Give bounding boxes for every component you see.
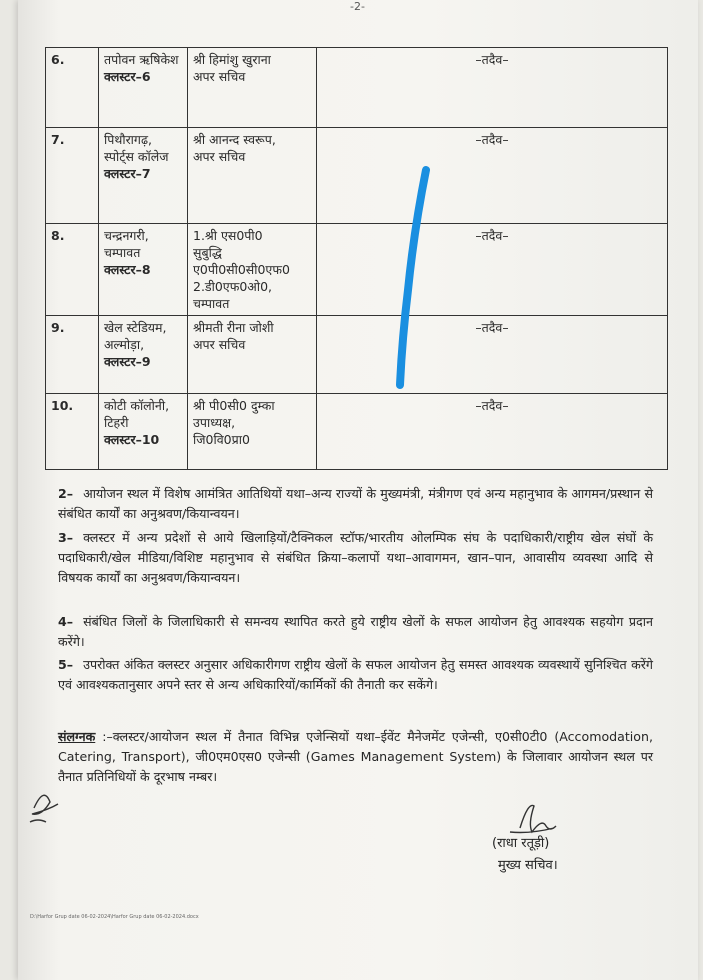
row-number: 9.: [46, 316, 99, 394]
location-name: खेल स्टेडियम, अल्मोड़ा,: [104, 320, 167, 352]
initial-scribble: [30, 795, 58, 822]
paragraph-number: 5–: [58, 657, 74, 672]
row-remark: –तदैव–: [317, 394, 668, 470]
row-officer: श्रीमती रीना जोशी अपर सचिव: [188, 316, 317, 394]
row-remark: –तदैव–: [317, 48, 668, 128]
paragraph-number: 4–: [58, 614, 74, 629]
file-path-footer: D:\Harfor Grup date 06-02-2024\Harfor Grup date 06-02-2024.docx: [30, 914, 199, 920]
cluster-label: क्लस्टर–8: [104, 262, 151, 277]
signatory-name: (राधा रतूड़ी): [492, 836, 550, 851]
paragraph-text: उपरोक्त अंकित क्लस्टर अनुसार अधिकारीगण राष्ट्रीय खेलों के सफल आयोजन हेतु समस्त आवश्यक व्यवस्थायें सुनिश्चित करेंगे एवं आवश्यकतानुसार अपने स्तर से अन्य अधिकारियों/कार्मिकों की तैनाती कर सकेंगे।: [58, 657, 653, 692]
row-number: 7.: [46, 128, 99, 224]
attachment-label: संलग्नक: [58, 729, 96, 744]
row-remark: –तदैव–: [317, 316, 668, 394]
row-officer: श्री हिमांशु खुराना अपर सचिव: [188, 48, 317, 128]
cluster-label: क्लस्टर–6: [104, 69, 151, 84]
blue-marker-stroke: [400, 170, 426, 385]
paragraph-number: 2–: [58, 486, 74, 501]
page-number: -2-: [350, 0, 365, 13]
paragraph-text: संबंधित जिलों के जिलाधिकारी से समन्वय स्थापित करते हुये राष्ट्रीय खेलों के सफल आयोजन हेतु आवश्यक सहयोग प्रदान करेंगे।: [58, 614, 653, 649]
cluster-label: क्लस्टर–7: [104, 166, 151, 181]
row-number: 6.: [46, 48, 99, 128]
cluster-label: क्लस्टर–9: [104, 354, 151, 369]
row-officer: श्री पी0सी0 दुम्का उपाध्यक्ष, जि0वि0प्रा0: [188, 394, 317, 470]
signatory-title: मुख्य सचिव।: [498, 858, 558, 873]
row-number: 8.: [46, 224, 99, 316]
location-name: तपोवन ऋषिकेश: [104, 52, 179, 67]
attachment-text: :–क्लस्टर/आयोजन स्थल में तैनात विभिन्न एजेन्सियों यथा–ईवेंट मैनेजमेंट एजेन्सी, ए0सी0टी0 (Accomodation, Catering, Transport), जी0एम0एस0 एजेन्सी (Games Management System) के जिलावार आयोजन स्थल पर तैनात प्रतिनिधियों के दूरभाष नम्बर।: [58, 729, 653, 784]
cluster-label: क्लस्टर–10: [104, 432, 160, 447]
signature-scribble: [510, 805, 556, 832]
location-name: चन्द्रनगरी, चम्पावत: [104, 228, 149, 260]
row-remark: –तदैव–: [317, 128, 668, 224]
paragraph-number: 3–: [58, 530, 74, 545]
row-officer: श्री आनन्द स्वरूप, अपर सचिव: [188, 128, 317, 224]
row-number: 10.: [46, 394, 99, 470]
location-name: कोटी कॉलोनी, टिहरी: [104, 398, 170, 430]
row-officer: 1.श्री एस0पी0 सुबुद्धि ए0पी0सी0सी0एफ0 2.डी0एफ0ओ0, चम्पावत: [188, 224, 317, 316]
location-name: पिथौरागढ़, स्पोर्ट्स कॉलेज: [104, 132, 169, 164]
row-remark: –तदैव–: [317, 224, 668, 316]
paragraph-text: क्लस्टर में अन्य प्रदेशों से आये खिलाड़ियों/टैक्निकल स्टॉफ/भारतीय ओलम्पिक संघ के पदाधिकारी/राष्ट्रीय खेल संघों के पदाधिकारी/खेल मीडिया/विशिष्ट महानुभाव से संबंधित क्रिया–कलापों यथा–आवागमन, खान–पान, आवासीय व्यवस्था आदि से विषयक कार्यों का अनुश्रवण/कियान्वयन।: [58, 530, 653, 585]
paragraph-text: आयोजन स्थल में विशेष आमंत्रित आतिथियों यथा–अन्य राज्यों के मुख्यमंत्री, मंत्रीगण एवं अन्य महानुभाव के आगमन/प्रस्थान से संबंधित कार्यों का अनुश्रवण/कियान्वयन।: [58, 486, 653, 521]
